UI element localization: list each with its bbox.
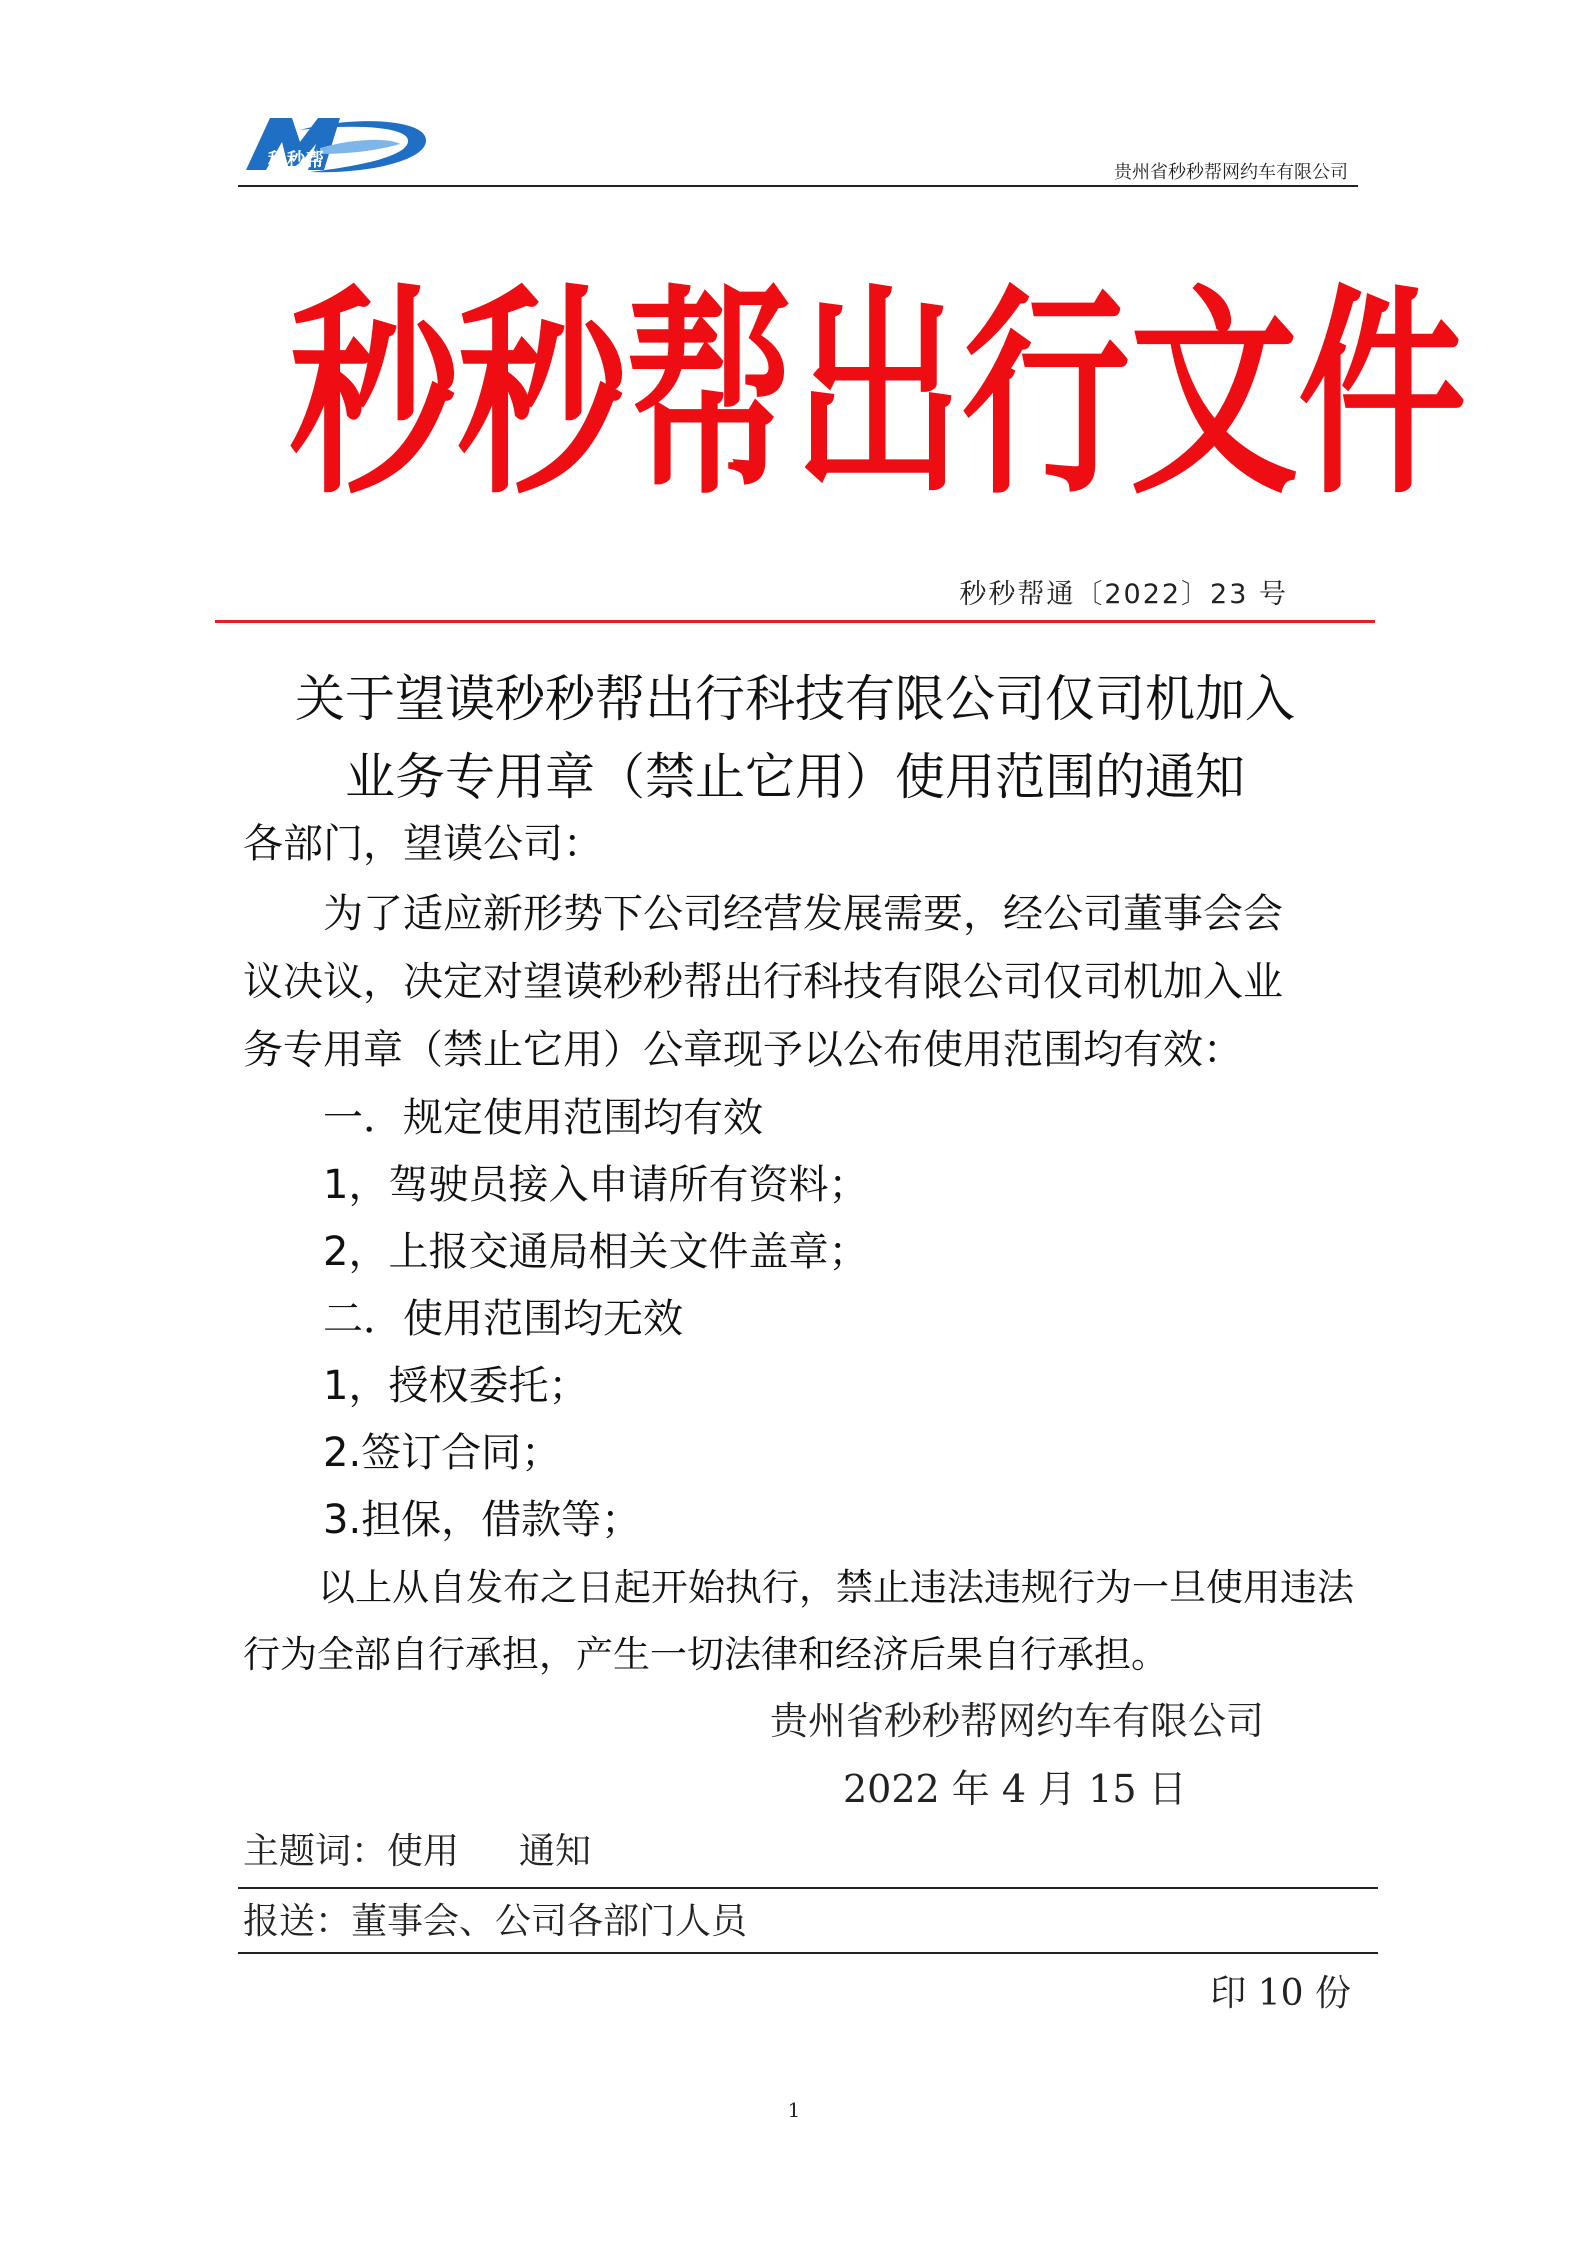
copies-count: 印 10 份 <box>1210 1973 1351 2014</box>
footer-rule <box>238 1952 1378 1954</box>
paragraph-line: 议决议，决定对望谟秒秒帮出行科技有限公司仅司机加入业 <box>243 959 1283 1005</box>
recipients-line: 报送：董事会、公司各部门人员 <box>243 1901 748 1942</box>
section-heading: 一．规定使用范围均有效 <box>323 1095 763 1141</box>
header-rule <box>238 185 1358 187</box>
subject-keyword: 通知 <box>519 1831 592 1872</box>
header-company-name: 贵州省秒秒帮网约车有限公司 <box>1114 162 1348 183</box>
signing-date: 2022 年 4 月 15 日 <box>843 1767 1187 1811</box>
closing-line: 以上从自发布之日起开始执行，禁止违法违规行为一旦使用违法 <box>318 1566 1354 1609</box>
list-item: 1，驾驶员接入申请所有资料； <box>323 1162 869 1208</box>
subject-label: 主题词：使用 <box>243 1831 460 1872</box>
red-separator-rule <box>215 620 1375 623</box>
salutation: 各部门，望谟公司： <box>243 821 603 867</box>
masthead-char: 秒 <box>458 265 626 525</box>
signing-company: 贵州省秒秒帮网约车有限公司 <box>770 1699 1265 1743</box>
list-item: 2，上报交通局相关文件盖章； <box>323 1229 869 1275</box>
page-number: 1 <box>787 2098 801 2122</box>
list-item: 2.签订合同； <box>323 1430 562 1476</box>
masthead-char: 秒 <box>290 265 458 525</box>
masthead-char: 件 <box>1298 265 1466 525</box>
title-line: 业务专用章（禁止它用）使用范围的通知 <box>345 748 1245 806</box>
masthead-char: 行 <box>962 265 1130 525</box>
company-logo <box>240 108 430 176</box>
paragraph-line: 为了适应新形势下公司经营发展需要，经公司董事会会 <box>323 891 1283 937</box>
subject-keywords <box>243 1823 591 1874</box>
masthead-char: 帮 <box>626 265 794 525</box>
section-heading: 二．使用范围均无效 <box>323 1296 683 1342</box>
list-item: 1，授权委托； <box>323 1363 589 1409</box>
document-number: 秒秒帮通〔2022〕23 号 <box>959 579 1288 610</box>
footer-rule <box>238 1887 1378 1889</box>
paragraph-line: 务专用章（禁止它用）公章现予以公布使用范围均有效： <box>243 1027 1243 1073</box>
logo-text: 秒秒帮 <box>268 150 325 171</box>
document-masthead <box>290 265 1466 525</box>
masthead-char: 出 <box>794 265 962 525</box>
title-line: 关于望谟秒秒帮出行科技有限公司仅司机加入 <box>295 670 1295 728</box>
closing-line: 行为全部自行承担，产生一切法律和经济后果自行承担。 <box>243 1633 1168 1676</box>
list-item: 3.担保，借款等； <box>323 1497 642 1543</box>
masthead-char: 文 <box>1130 265 1298 525</box>
document-title <box>160 660 1430 816</box>
